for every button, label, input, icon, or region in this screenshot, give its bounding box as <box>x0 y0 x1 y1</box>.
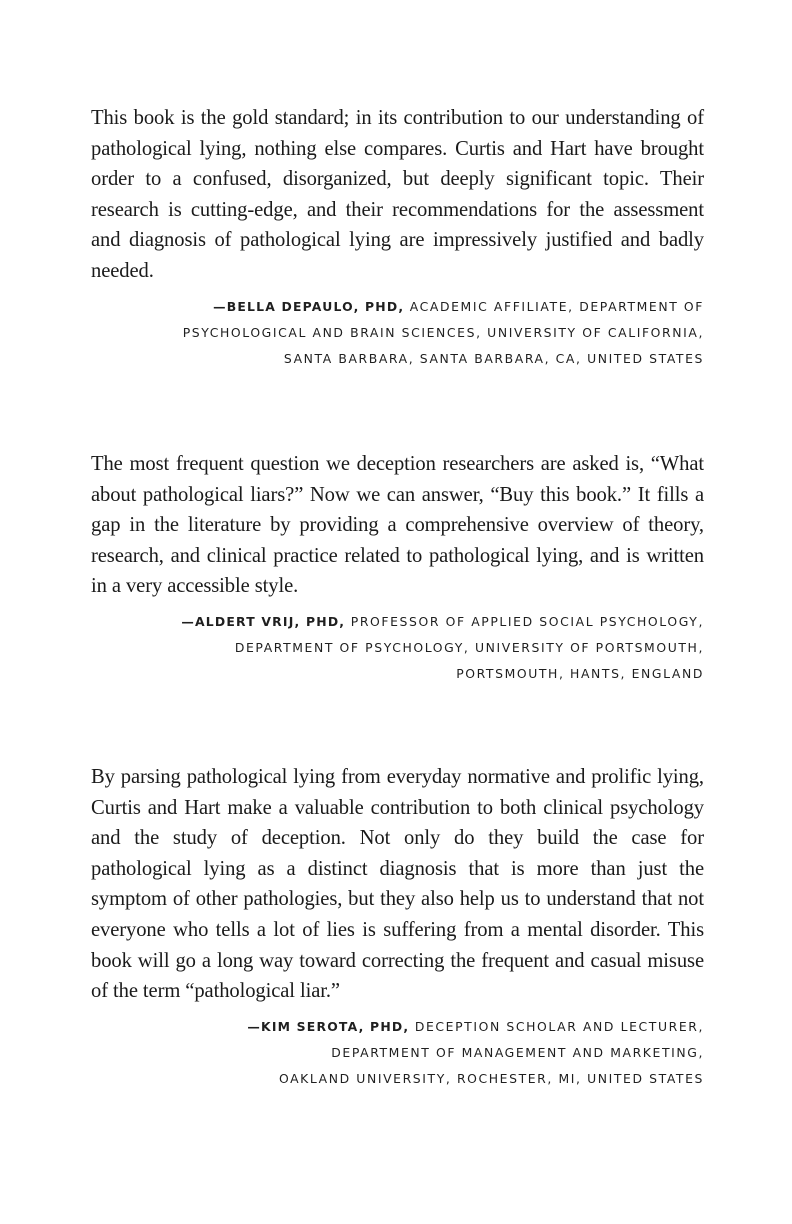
endorsement-depaulo <box>91 103 704 372</box>
endorser-affiliation-line: ACADEMIC AFFILIATE, DEPARTMENT OF <box>409 298 704 314</box>
endorsement-attribution <box>91 1014 704 1092</box>
endorser-affiliation-line: DEPARTMENT OF PSYCHOLOGY, UNIVERSITY OF PORTSMOUTH, <box>234 639 704 655</box>
endorsement-attribution <box>91 294 704 372</box>
endorser-affiliation-line: PSYCHOLOGICAL AND BRAIN SCIENCES, UNIVERSITY OF CALIFORNIA, <box>182 324 704 340</box>
endorser-affiliation-line: DEPARTMENT OF MANAGEMENT AND MARKETING, <box>331 1044 704 1060</box>
endorsement-quote: By parsing pathological lying from everyday normative and prolific lying, Curtis and Hart make a valuable contribution to both clinical psychology and the study of deception. Not only do they build the case for pathological lying as a distinct diagnosis that is more than just the symptom of other pathologies, but they also help us to understand that not everyone who tells a lot of lies is suffering from a mental disorder. This book will go a long way toward correcting the frequent and casual misuse of the term “pathological liar.” <box>91 766 704 1003</box>
endorser-affiliation-line: SANTA BARBARA, SANTA BARBARA, CA, UNITED STATES <box>283 350 704 366</box>
endorser-name: —ALDERT VRIJ, PHD, <box>181 613 346 629</box>
endorsement-quote: The most frequent question we deception researchers are asked is, “What about pathological liars?” Now we can answer, “Buy this book.” It fills a gap in the literature by providing a comprehensive overview of theory, research, and clinical practice related to pathological lying, and is written in a very accessible style. <box>91 453 704 598</box>
endorser-affiliation-line: OAKLAND UNIVERSITY, ROCHESTER, MI, UNITED STATES <box>278 1070 704 1086</box>
endorser-name: —KIM SEROTA, PHD, <box>247 1018 410 1034</box>
endorsement-attribution <box>91 609 704 687</box>
endorser-affiliation-line: PORTSMOUTH, HANTS, ENGLAND <box>456 665 704 681</box>
endorser-name: —BELLA DEPAULO, PHD, <box>213 298 405 314</box>
endorser-affiliation-line: DECEPTION SCHOLAR AND LECTURER, <box>414 1018 704 1034</box>
endorser-affiliation-line: PROFESSOR OF APPLIED SOCIAL PSYCHOLOGY, <box>350 613 704 629</box>
endorsement-quote: This book is the gold standard; in its contribution to our understanding of pathological lying, nothing else compares. Curtis and Hart have brought order to a confused, disorganized, but deeply significant topic. Their research is cutting-edge, and their recommendations for the assessment and diagnosis of pathological lying are impressively justified and badly needed. <box>91 107 704 282</box>
endorsement-vrij <box>91 449 704 687</box>
endorsement-serota <box>91 762 704 1092</box>
